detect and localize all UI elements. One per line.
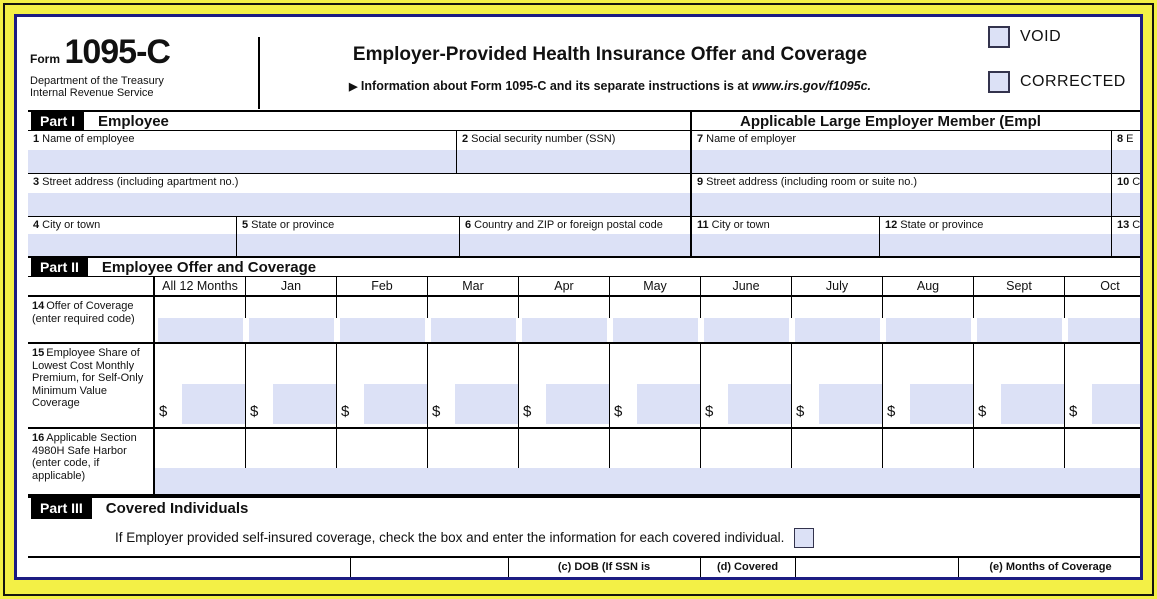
field-4-input[interactable]: [28, 234, 236, 256]
dept-line-1: Department of the Treasury: [30, 75, 164, 87]
form-info-line: ▶ Information about Form 1095-C and its separate instructions is at www.irs.gov/f1095c.: [348, 79, 872, 93]
col-c-dob-header: (c) DOB (If SSN is: [557, 561, 651, 573]
part1-band: [28, 110, 1143, 131]
form-header: [28, 17, 1143, 110]
col-mar: Mar: [428, 277, 519, 295]
dollar-sign: $: [523, 403, 532, 420]
row15-input[interactable]: [1001, 384, 1064, 424]
dollar-sign: $: [159, 403, 168, 420]
row14-input[interactable]: [1068, 318, 1143, 342]
row14-input[interactable]: [613, 318, 698, 342]
row14-input[interactable]: [158, 318, 243, 342]
field-12-state: 12 State or province: [880, 217, 1112, 256]
row14-input[interactable]: [431, 318, 516, 342]
irs-url: www.irs.gov/f1095c.: [751, 79, 872, 93]
row16-input[interactable]: [155, 468, 1143, 494]
form-number: 1095-C: [64, 33, 170, 71]
void-checkbox[interactable]: [988, 26, 1010, 48]
row15-input[interactable]: [1092, 384, 1143, 424]
field-5-input[interactable]: [237, 234, 459, 256]
void-label: VOID: [1020, 28, 1062, 45]
field-5-state: 5 State or province: [237, 217, 460, 256]
field-13-input[interactable]: [1112, 234, 1143, 256]
field-4-city: 4 City or town: [28, 217, 237, 256]
field-8-ein: 8 E: [1112, 131, 1143, 173]
dollar-sign: $: [432, 403, 441, 420]
corrected-checkbox[interactable]: [988, 71, 1010, 93]
part3-band: [28, 496, 1143, 519]
month-header-row: [28, 277, 1143, 297]
field-13-country-zip: 13 C: [1112, 217, 1143, 256]
field-8-input[interactable]: [1112, 150, 1143, 173]
row14-input[interactable]: [886, 318, 971, 342]
dollar-sign: $: [887, 403, 896, 420]
row15-input[interactable]: [546, 384, 609, 424]
dollar-sign: $: [341, 403, 350, 420]
part3-label: Part III: [31, 498, 92, 519]
self-insured-coverage-checkbox[interactable]: [794, 528, 814, 548]
dept-line-2: Internal Revenue Service: [30, 87, 154, 99]
field-10-input[interactable]: [1112, 193, 1143, 216]
covered-individuals-table-fragment: [28, 556, 1143, 578]
col-apr: Apr: [519, 277, 610, 295]
field-1-name-of-employee: 1 Name of employee: [28, 131, 457, 173]
part2-band: [28, 256, 1143, 277]
field-6-country-zip: 6 Country and ZIP or foreign postal code: [460, 217, 690, 256]
row15-input[interactable]: [910, 384, 973, 424]
corrected-label: CORRECTED: [1020, 73, 1126, 90]
part3-instruction-row: [28, 519, 1143, 556]
field-9-input[interactable]: [692, 193, 1111, 216]
form-word: Form: [30, 52, 60, 66]
col-all-12-months: All 12 Months: [155, 277, 246, 295]
row14-input[interactable]: [249, 318, 334, 342]
form-1095c-panel: [14, 14, 1143, 580]
part1-grid: [28, 131, 1143, 256]
col-feb: Feb: [337, 277, 428, 295]
form-title: Employer-Provided Health Insurance Offer and Coverage: [352, 44, 868, 65]
field-3-input[interactable]: [28, 193, 690, 216]
col-e-months-of-coverage-header: (e) Months of Coverage: [989, 561, 1112, 573]
dollar-sign: $: [705, 403, 714, 420]
field-2-ssn: 2 Social security number (SSN): [457, 131, 690, 173]
row14-input[interactable]: [704, 318, 789, 342]
row15-input[interactable]: [364, 384, 427, 424]
field-6-input[interactable]: [460, 234, 690, 256]
col-sept: Sept: [974, 277, 1065, 295]
field-11-input[interactable]: [692, 234, 879, 256]
part3-instruction-text: If Employer provided self-insured coverage, check the box and enter the information for each covered individual.: [115, 530, 785, 545]
field-2-input[interactable]: [457, 150, 690, 173]
field-9-street-address: 9 Street address (including room or suite no.): [692, 174, 1112, 216]
dollar-sign: $: [1069, 403, 1078, 420]
field-11-city: 11 City or town: [692, 217, 880, 256]
field-3-street-address: 3 Street address (including apartment no.): [28, 174, 690, 216]
row15-input[interactable]: [819, 384, 882, 424]
col-jan: Jan: [246, 277, 337, 295]
part1-left-title: Employee: [98, 112, 169, 130]
part3-title: Covered Individuals: [105, 500, 249, 517]
part2-title: Employee Offer and Coverage: [101, 258, 317, 276]
row14-input[interactable]: [795, 318, 880, 342]
row-16-safe-harbor: [28, 429, 1143, 496]
field-7-name-of-employer: 7 Name of employer: [692, 131, 1112, 173]
row14-input[interactable]: [340, 318, 425, 342]
row14-input[interactable]: [522, 318, 607, 342]
part1-label: Part I: [31, 112, 84, 130]
field-10-contact-telephone: 10 C: [1112, 174, 1143, 216]
field-12-input[interactable]: [880, 234, 1111, 256]
dollar-sign: $: [978, 403, 987, 420]
part2-label: Part II: [31, 258, 88, 276]
right-arrow-icon: ▶: [348, 81, 358, 93]
field-1-input[interactable]: [28, 150, 456, 173]
form-identity: [30, 33, 258, 99]
row14-input[interactable]: [977, 318, 1062, 342]
col-june: June: [701, 277, 792, 295]
dollar-sign: $: [250, 403, 259, 420]
row15-input[interactable]: [182, 384, 245, 424]
row15-input[interactable]: [728, 384, 791, 424]
row-16-label: 16 Applicable Section 4980H Safe Harbor (enter code, if applicable): [28, 429, 155, 494]
field-7-input[interactable]: [692, 150, 1111, 173]
part1-right-title: Applicable Large Employer Member (Empl: [740, 112, 1041, 130]
col-d-covered-header: (d) Covered: [716, 561, 779, 573]
col-aug: Aug: [883, 277, 974, 295]
row-15-employee-share: [28, 344, 1143, 429]
row-15-label: 15 Employee Share of Lowest Cost Monthly Premium, for Self-Only Minimum Value Coverage: [28, 344, 155, 427]
part2-table: [28, 277, 1143, 496]
row15-input[interactable]: [273, 384, 336, 424]
col-july: July: [792, 277, 883, 295]
row15-input[interactable]: [637, 384, 700, 424]
row-14-label: 14 Offer of Coverage (enter required code): [28, 297, 155, 342]
col-may: May: [610, 277, 701, 295]
dollar-sign: $: [614, 403, 623, 420]
row15-input[interactable]: [455, 384, 518, 424]
dollar-sign: $: [796, 403, 805, 420]
row-14-offer-of-coverage: [28, 297, 1143, 344]
col-oct: Oct: [1065, 277, 1143, 295]
